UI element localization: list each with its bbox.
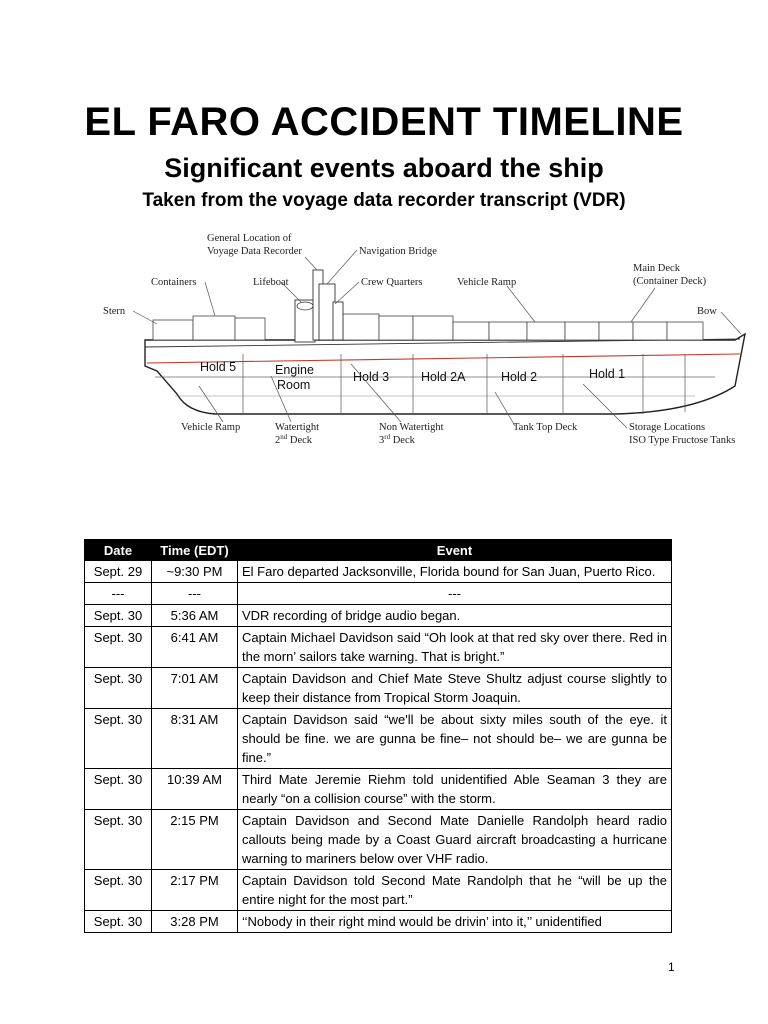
container-stacks <box>153 314 703 340</box>
cell-time: 6:41 AM <box>152 627 238 668</box>
table-row <box>85 709 672 769</box>
timeline-table <box>84 539 672 933</box>
storage-label-1: Storage Locations <box>629 422 706 433</box>
header-time: Time (EDT) <box>152 540 238 561</box>
engine-label-1: Engine <box>275 363 314 377</box>
cell-time: 5:36 AM <box>152 605 238 627</box>
cell-event: El Faro departed Jacksonville, Florida bound for San Juan, Puerto Rico. <box>238 561 672 583</box>
vdr-label-1: General Location of <box>207 233 292 244</box>
table-header-row <box>85 540 672 561</box>
cell-event: --- <box>238 583 672 605</box>
table-row <box>85 605 672 627</box>
table-row <box>85 769 672 810</box>
cell-time: 2:17 PM <box>152 870 238 911</box>
cell-date: Sept. 30 <box>85 668 152 709</box>
cell-date: --- <box>85 583 152 605</box>
cell-event: Captain Davidson said “we'll be about sixty miles south of the eye. it should be fine. we are gunna be fine– not should be– we are gunna be fine.” <box>238 709 672 769</box>
cell-event: Captain Davidson and Chief Mate Steve Shultz adjust course slightly to keep their distance from Tropical Storm Joaquin. <box>238 668 672 709</box>
vehicle-ramp-bottom-label: Vehicle Ramp <box>181 422 241 433</box>
header-date: Date <box>85 540 152 561</box>
cell-event: Third Mate Jeremie Riehm told unidentified Able Seaman 3 they are nearly “on a collision course” with the storm. <box>238 769 672 810</box>
vdr-label-2: Voyage Data Recorder <box>207 246 302 257</box>
table-row <box>85 627 672 668</box>
table-row <box>85 810 672 870</box>
cell-date: Sept. 30 <box>85 911 152 933</box>
lifeboat <box>297 302 313 310</box>
hold2-label: Hold 2 <box>501 370 538 384</box>
cell-time: --- <box>152 583 238 605</box>
storage-label-2: ISO Type Fructose Tanks <box>629 435 736 446</box>
cell-date: Sept. 30 <box>85 605 152 627</box>
header-event: Event <box>238 540 672 561</box>
cell-date: Sept. 30 <box>85 709 152 769</box>
nonwatertight-label-2: 3rd Deck <box>379 433 415 446</box>
crew-quarters-label: Crew Quarters <box>361 277 423 288</box>
vehicle-ramp-top-label: Vehicle Ramp <box>457 277 517 288</box>
table-row <box>85 561 672 583</box>
cell-event: Captain Davidson and Second Mate Danielle Randolph heard radio callouts being made by a Coast Guard aircraft broadcasting a hurricane warning to mariners below over VHF radio. <box>238 810 672 870</box>
ship-diagram <box>95 226 755 454</box>
cell-event: Captain Davidson told Second Mate Randolph that he “will be up the entire night for the most part.” <box>238 870 672 911</box>
table-row <box>85 911 672 933</box>
cell-event: VDR recording of bridge audio began. <box>238 605 672 627</box>
containers-label: Containers <box>151 277 197 288</box>
source-line: Taken from the voyage data recorder transcript (VDR) <box>142 190 626 211</box>
nonwatertight-label-1: Non Watertight <box>379 422 444 433</box>
hold5-label: Hold 5 <box>200 360 237 374</box>
nav-bridge-label: Navigation Bridge <box>359 246 437 257</box>
cell-event: ‘‘Nobody in their right mind would be drivin’ into it,’’ unidentified <box>238 911 672 933</box>
table-row <box>85 668 672 709</box>
lifeboat-label: Lifeboat <box>253 277 289 288</box>
engine-label-2: Room <box>277 378 311 392</box>
cell-date: Sept. 30 <box>85 627 152 668</box>
cell-date: Sept. 30 <box>85 810 152 870</box>
hold3-label: Hold 3 <box>353 370 390 384</box>
cell-date: Sept. 29 <box>85 561 152 583</box>
watertight-label-2: 2nd Deck <box>275 433 313 446</box>
bow-label: Bow <box>697 306 717 317</box>
cell-time: 10:39 AM <box>152 769 238 810</box>
tank-top-label: Tank Top Deck <box>513 422 578 433</box>
cell-time: 3:28 PM <box>152 911 238 933</box>
cell-date: Sept. 30 <box>85 769 152 810</box>
page-title: EL FARO ACCIDENT TIMELINE <box>84 100 684 144</box>
main-deck-label-2: (Container Deck) <box>633 276 707 287</box>
main-deck-label-1: Main Deck <box>633 263 680 274</box>
cell-event: Captain Michael Davidson said “Oh look at that red sky over there. Red in the morn’ sailors take warning. That is bright.” <box>238 627 672 668</box>
cell-time: 7:01 AM <box>152 668 238 709</box>
page-subtitle: Significant events aboard the ship <box>164 153 604 183</box>
hold2a-label: Hold 2A <box>421 370 466 384</box>
cell-date: Sept. 30 <box>85 870 152 911</box>
cell-time: 2:15 PM <box>152 810 238 870</box>
cell-time: 8:31 AM <box>152 709 238 769</box>
page-number: 1 <box>668 960 675 974</box>
stern-label: Stern <box>103 306 126 317</box>
watertight-label-1: Watertight <box>275 422 320 433</box>
table-row <box>85 870 672 911</box>
table-row <box>85 583 672 605</box>
hold1-label: Hold 1 <box>589 367 626 381</box>
cell-time: ~9:30 PM <box>152 561 238 583</box>
